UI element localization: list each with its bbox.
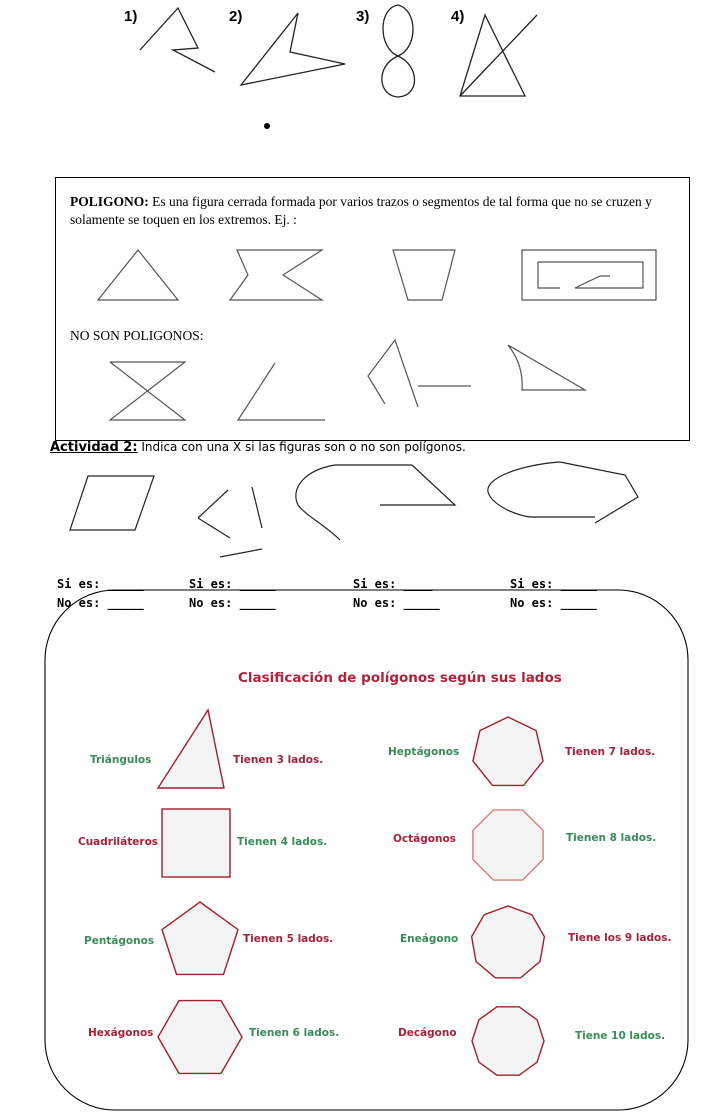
desc-decagono: Tiene 10 lados. (575, 1030, 666, 1042)
label-decagono: Decágono (398, 1027, 457, 1039)
shape-pentagon (162, 902, 238, 974)
desc-heptagonos: Tienen 7 lados. (565, 746, 656, 758)
desc-hexagonos: Tienen 6 lados. (249, 1027, 340, 1039)
desc-eneagono: Tiene los 9 lados. (568, 932, 672, 944)
desc-pentagonos: Tienen 5 lados. (243, 933, 334, 945)
answer-2-si[interactable]: Si es: _____ (189, 577, 276, 591)
no-polygons-label: NO SON POLIGONOS: (70, 328, 204, 343)
label-hexagonos: Hexágonos (88, 1027, 154, 1039)
shape-decagon (472, 1007, 544, 1075)
answer-4-si[interactable]: Si es: _____ (510, 577, 597, 591)
answer-3-no[interactable]: No es: _____ (353, 596, 440, 610)
activity-instruction: Indica con una X si las figuras son o no son polígonos. (137, 440, 466, 454)
shape-hexagon (158, 1001, 242, 1074)
activity-title: Actividad 2: (50, 440, 138, 455)
answer-3-si[interactable]: Si es: ____ (353, 577, 433, 591)
shape-triangle (158, 710, 224, 788)
answer-1-no[interactable]: No es: _____ (57, 596, 144, 610)
figure-label-1: 1) (124, 8, 138, 25)
label-triangulos: Triángulos (90, 754, 152, 766)
shape-octagon (473, 810, 543, 880)
figure-label-4: 4) (451, 8, 465, 25)
definition-text: Es una figura cerrada formada por varios trazos o segmentos de tal forma que no se cruzen y solamente se toquen en los extremos. Ej. : (70, 194, 652, 227)
label-octagonos: Octágonos (393, 833, 456, 845)
figure-label-2: 2) (229, 8, 243, 25)
label-pentagonos: Pentágonos (84, 935, 155, 947)
label-cuadrilateros: Cuadriláteros (78, 836, 159, 848)
desc-cuadrilateros: Tienen 4 lados. (237, 836, 328, 848)
figure-label-3: 3) (356, 8, 370, 25)
label-eneagono: Eneágono (400, 933, 459, 945)
answer-1-si[interactable]: Si es: _____ (57, 577, 144, 591)
answer-2-no[interactable]: No es: _____ (189, 596, 276, 610)
shape-square (162, 809, 230, 877)
answer-4-no[interactable]: No es: _____ (510, 596, 597, 610)
label-heptagonos: Heptágonos (388, 746, 460, 758)
definition-term: POLIGONO: (70, 194, 149, 209)
desc-octagonos: Tienen 8 lados. (566, 832, 657, 844)
desc-triangulos: Tienen 3 lados. (233, 754, 324, 766)
shape-heptagon (473, 717, 543, 785)
shape-nonagon (472, 906, 545, 978)
classification-title: Clasificación de polígonos según sus lados (238, 670, 562, 686)
